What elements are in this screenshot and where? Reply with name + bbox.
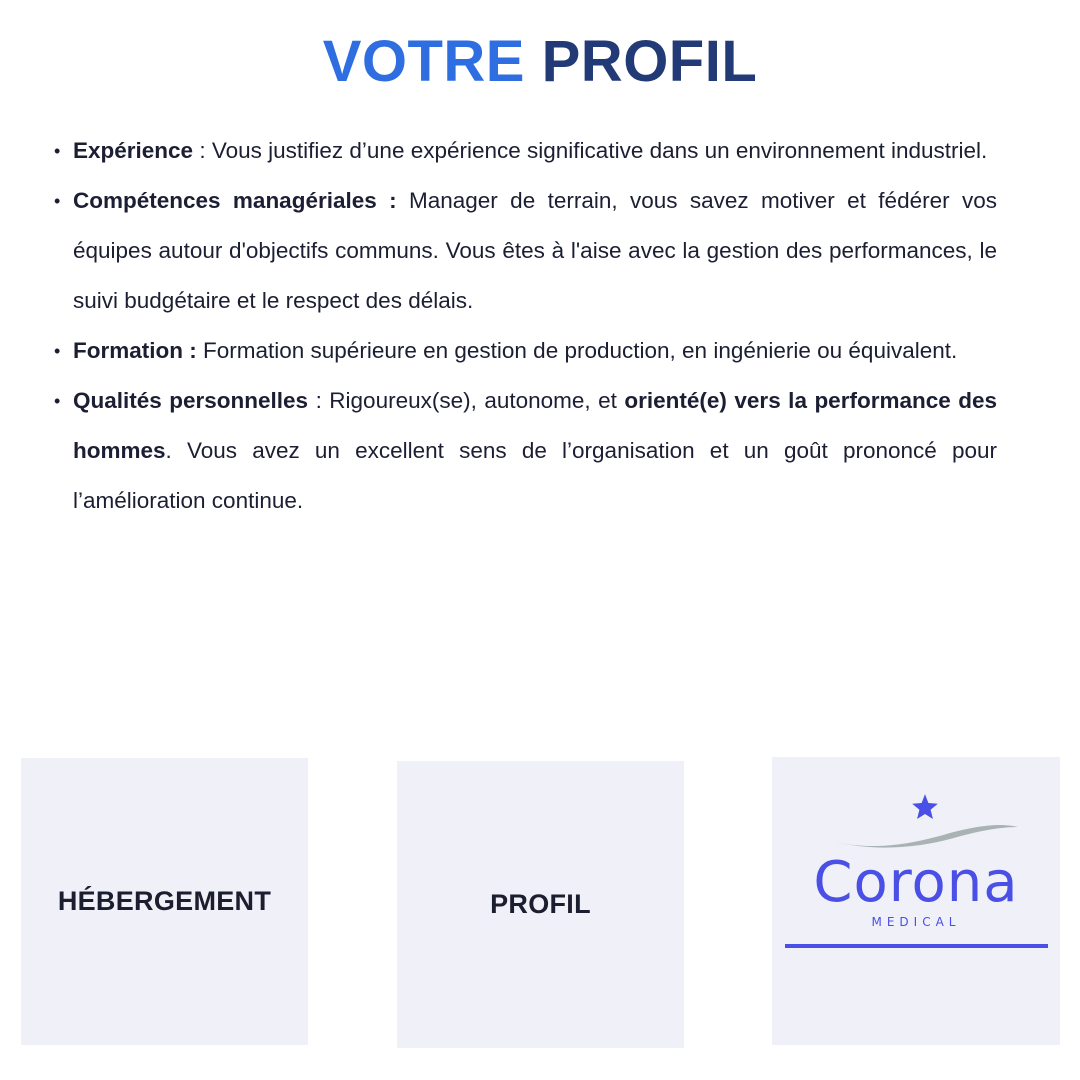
profile-item-personal-qualities bbox=[54, 376, 997, 526]
swoosh-icon bbox=[830, 813, 1020, 853]
profile-item-text: Manager de terrain, vous savez motiver et fédérer vos équipes autour d'objectifs communs. Vous êtes à l'aise avec la gestion des performances, le suivi budgétaire et le respect des délais. bbox=[73, 188, 997, 313]
profile-item-title: Expérience bbox=[73, 138, 194, 163]
logo-subtitle: MEDICAL bbox=[871, 915, 961, 929]
profile-item-text: Formation supérieure en gestion de production, en ingénierie ou équivalent. bbox=[196, 338, 958, 363]
bullet-icon: • bbox=[54, 141, 61, 161]
profile-item-emphasis: orienté(e) vers la performance des hommes bbox=[73, 388, 997, 463]
page-title bbox=[0, 28, 1080, 96]
profile-item-education bbox=[54, 326, 997, 376]
profile-item-text: : Rigoureux(se), autonome, et bbox=[308, 388, 625, 413]
profile-item-management-skills bbox=[54, 176, 997, 326]
profile-item-title: Compétences managériales : bbox=[73, 188, 397, 213]
logo-wordmark: Corona bbox=[813, 850, 1019, 915]
bullet-icon: • bbox=[54, 341, 61, 361]
page-title-part-2: PROFIL bbox=[541, 29, 758, 94]
profile-list bbox=[54, 126, 997, 526]
profil-card[interactable] bbox=[397, 761, 684, 1048]
hebergement-card-label: HÉBERGEMENT bbox=[57, 886, 272, 916]
bullet-icon: • bbox=[54, 191, 61, 211]
profile-item-text: : Vous justifiez d’une expérience significative dans un environnement industriel. bbox=[193, 138, 988, 163]
profile-item-experience bbox=[54, 126, 997, 176]
profile-item-title: Formation : bbox=[73, 338, 197, 363]
profile-item-title: Qualités personnelles bbox=[73, 388, 309, 413]
profile-item-text-continued: . Vous avez un excellent sens de l’organisation et un goût prononcé pour l’amélioration continue. bbox=[73, 438, 997, 513]
hebergement-card[interactable] bbox=[21, 758, 308, 1045]
bullet-icon: • bbox=[54, 391, 61, 411]
corona-medical-logo bbox=[772, 757, 1060, 1045]
corona-medical-logo-card[interactable] bbox=[772, 757, 1060, 1045]
profil-card-label: PROFIL bbox=[490, 889, 591, 919]
page-title-part-1: VOTRE bbox=[322, 29, 525, 94]
logo-underline bbox=[785, 944, 1048, 948]
